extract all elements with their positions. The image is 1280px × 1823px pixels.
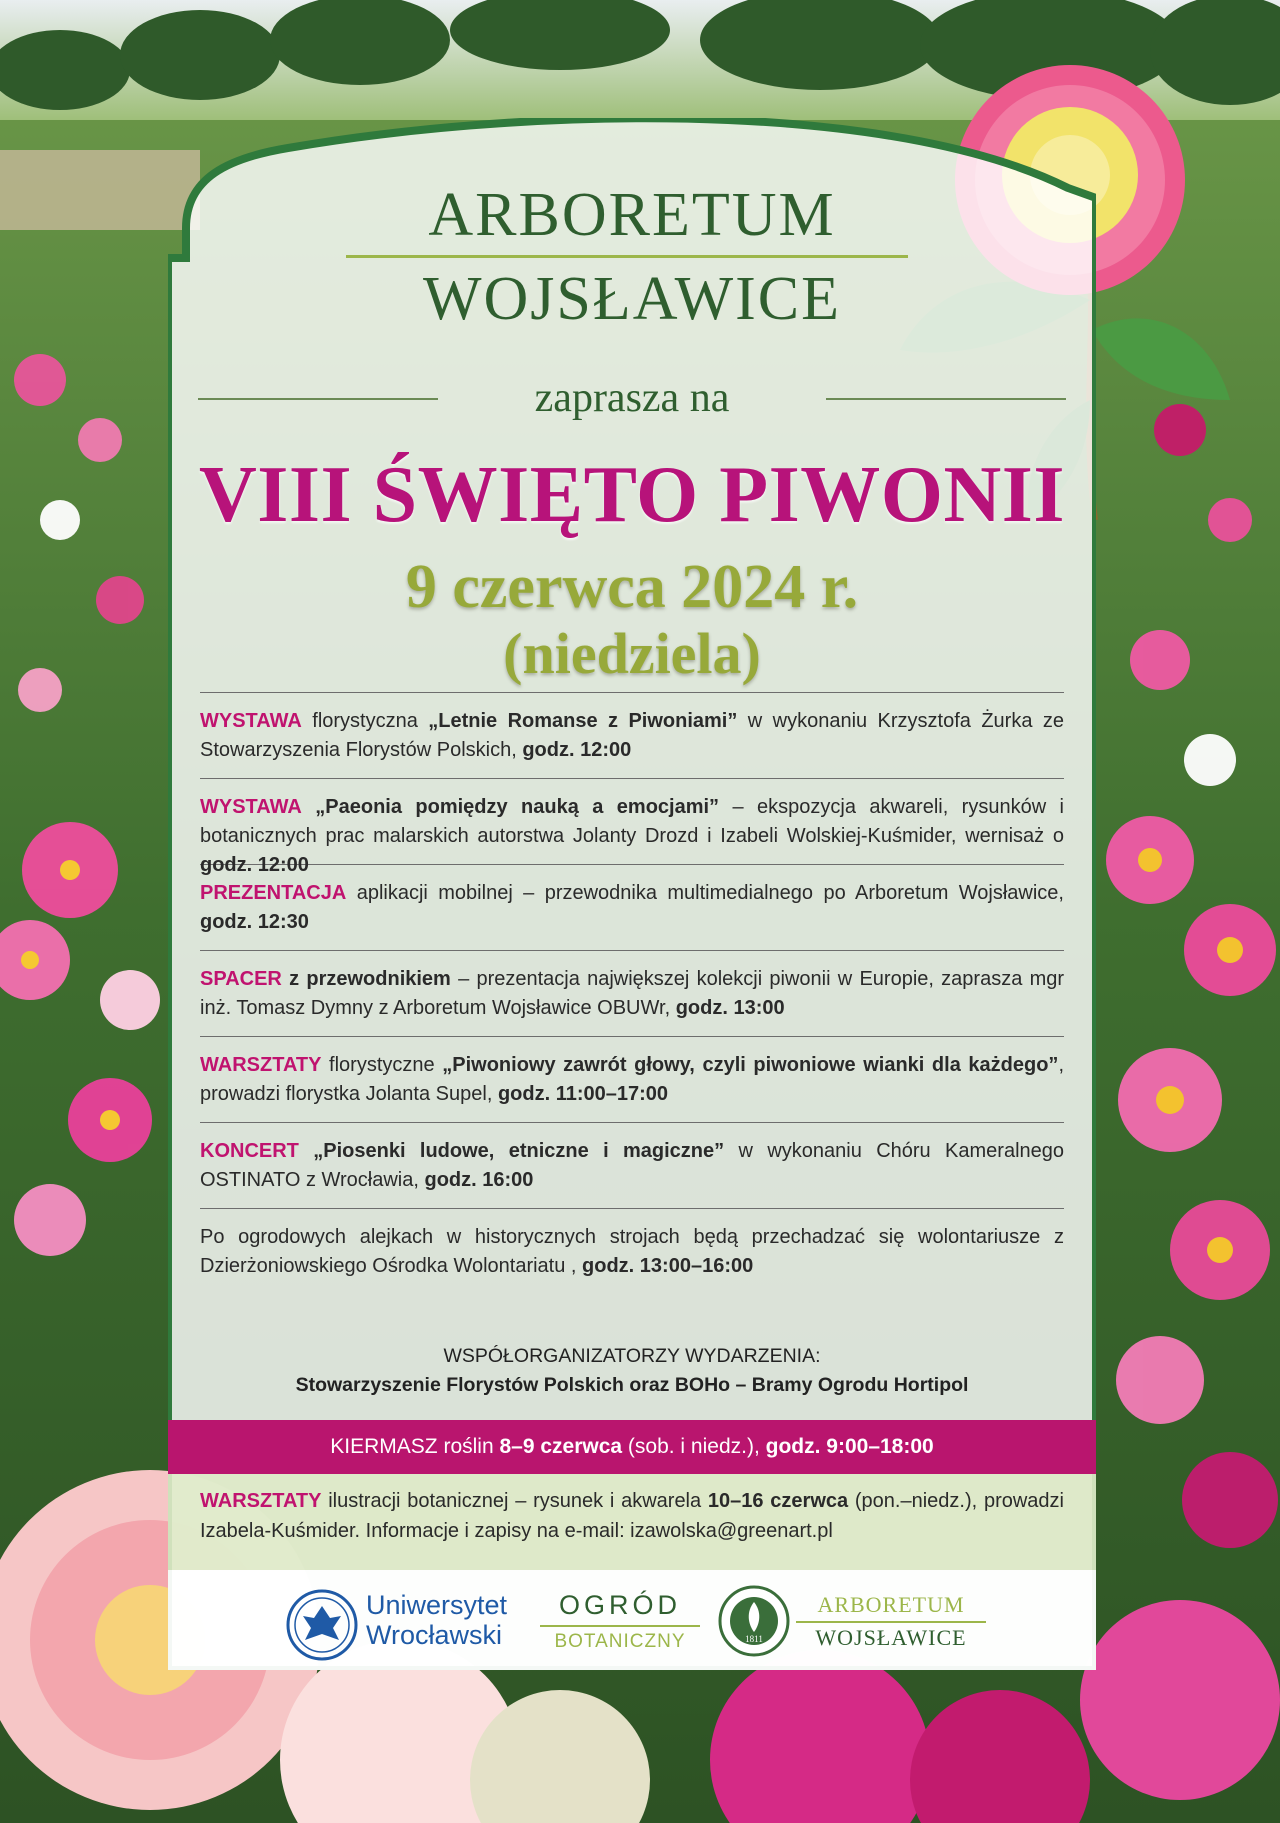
event-time: godz. 12:00 [522,739,632,761]
volunteers-note [200,1208,1064,1281]
event-bold: „Piwoniowy zawrót głowy, czyli piwoniowe wianki dla każdego” [442,1054,1059,1076]
workshops-text: ilustracji botanicznej – rysunek i akwarela [321,1490,708,1512]
event-text: florystyczna [301,710,429,732]
arboretum-logo: ARBORETUM WOJSŁAWICE [796,1592,986,1651]
event-keyword: WYSTAWA [200,710,302,732]
event-bold: „Letnie Romanse z Piwoniami” [428,710,738,732]
coorganizers-names: Stowarzyszenie Florystów Polskich oraz BOHo – Bramy Ogrodu Hortipol [295,1374,969,1396]
svg-text:1811: 1811 [745,1634,763,1644]
event-time: godz. 11:00–17:00 [497,1083,669,1105]
volunteers-text: Po ogrodowych alejkach w historycznych strojach będą przechadzać się wolontariusze z Dzierżoniowskiego Ośrodka Wolontariatu , [200,1226,1064,1277]
event-item [200,950,1064,1036]
event-text: , prowadzi florystka Jolanta Supel, [200,1054,1064,1105]
event-list [200,692,1064,1281]
university-name: Uniwersytet Wrocławski [366,1590,508,1650]
event-text [302,796,315,818]
sponsor-logos [168,1570,1096,1670]
event-keyword: WARSZTATY [200,1054,322,1076]
event-item [200,864,1064,950]
title-wojslawice: WOJSŁAWICE [423,265,841,333]
fair-text: KIERMASZ roślin [330,1435,500,1458]
plant-fair-banner [168,1420,1096,1474]
event-keyword: KONCERT [200,1140,299,1162]
hortus-seal-icon [718,1582,790,1660]
event-text: aplikacji mobilnej – przewodnika multimedialnego po Arboretum Wojsławice, [346,882,1064,904]
coorganizers [168,1342,1096,1400]
fair-text: (sob. i niedz.), [622,1435,766,1458]
workshops-text: (pon.–niedz.), prowadzi Izabela-Kuśmider. Informacje i zapisy na e-mail: izawolska@greenart.pl [200,1490,1064,1542]
botanic-garden-logo: OGRÓD BOTANICZNY [540,1590,700,1653]
fair-hours: godz. 9:00–18:00 [765,1435,934,1458]
invites-rule-right [826,398,1066,400]
event-keyword: WYSTAWA [200,796,302,818]
event-date: 9 czerwca 2024 r. [405,553,859,621]
workshops-dates: 10–16 czerwca [707,1490,849,1512]
event-bold: z przewodnikiem [289,968,451,990]
invites-text: zaprasza na [534,375,730,421]
event-time: godz. 12:30 [200,911,309,933]
event-item [200,692,1064,778]
event-text: – prezentacja największej kolekcji piwonii w Europie, zaprasza mgr inż. Tomasz Dymny z Arboretum Wojsławice OBUWr, [200,968,1065,1019]
event-weekday: (niedziela) [503,621,761,686]
event-text: w wykonaniu Chóru Kameralnego OSTINATO z Wrocławia, [200,1140,1065,1191]
event-text [299,1140,313,1162]
poster-content [168,118,1096,1670]
event-bold: „Piosenki ludowe, etniczne i magiczne” [313,1140,725,1162]
event-text: w wykonaniu Krzysztofa Żurka ze Stowarzyszenia Florystów Polskich, [200,710,1064,761]
event-keyword: SPACER [200,968,282,990]
illustration-workshops [168,1474,1096,1570]
event-item [200,778,1065,876]
event-item [200,1122,1064,1208]
event-item [200,1036,1064,1122]
event-text: florystyczne [321,1054,443,1076]
volunteers-time: godz. 13:00–16:00 [582,1255,754,1277]
event-keyword: PREZENTACJA [200,882,347,904]
event-time: godz. 12:00 [200,854,309,876]
coorganizers-label: WSPÓŁORGANIZATORZY WYDARZENIA: [443,1345,821,1367]
fair-dates: 8–9 czerwca [499,1435,623,1458]
festival-title: VIII ŚWIĘTO PIWONII [198,451,1066,539]
event-time: godz. 16:00 [424,1169,534,1191]
title-arboretum: ARBORETUM [428,181,836,249]
event-time: godz. 13:00 [675,997,785,1019]
workshops-keyword: WARSZTATY [200,1490,322,1512]
event-bold: „Paeonia pomiędzy nauką a emocjami” [315,796,720,818]
university-crest-icon [285,1588,359,1662]
title-divider [346,255,908,258]
event-text: – ekspozycja akwareli, rysunków i botanicznych prac malarskich autorstwa Jolanty Drozd i Izabeli Wolskiej-Kuśmider, wernisaż o [200,796,1065,847]
